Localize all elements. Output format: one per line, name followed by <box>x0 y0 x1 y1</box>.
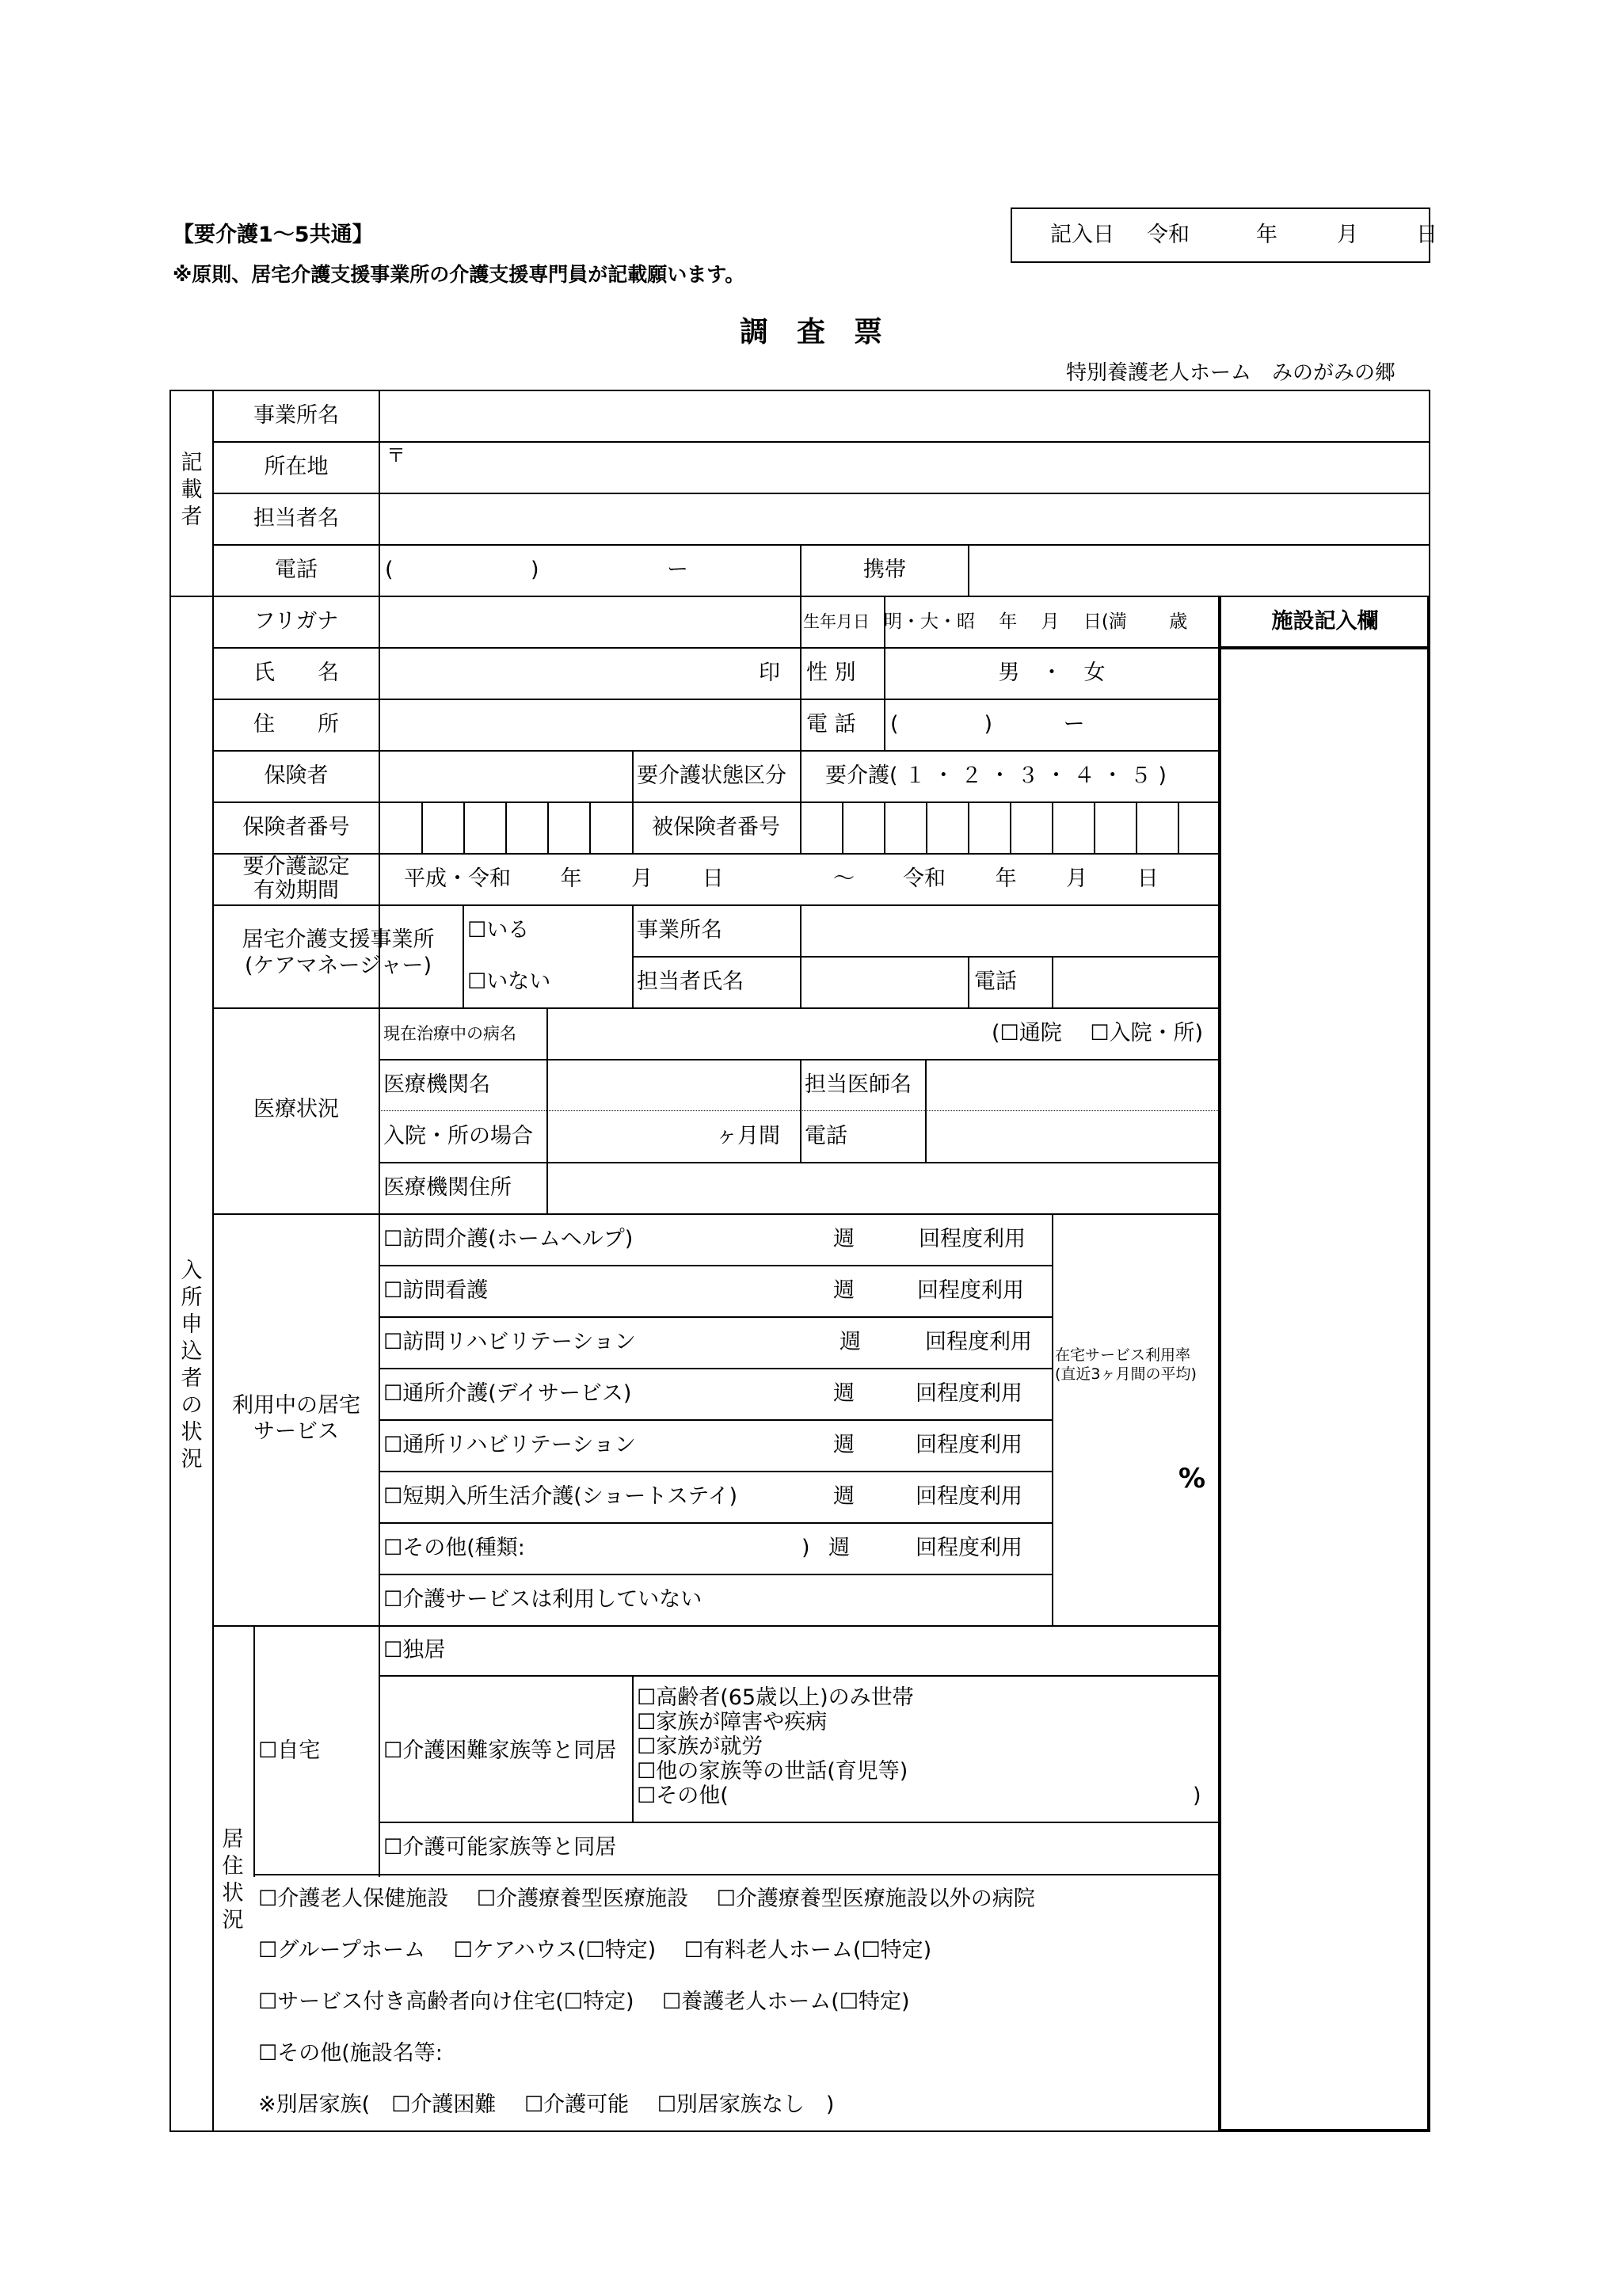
disease-label: 現在治療中の病名 <box>383 1024 516 1043</box>
care-manager-yes-checkbox[interactable]: ☐いる <box>467 918 530 942</box>
separate-family[interactable]: ※別居家族( ☐介護困難 ☐介護可能 ☐別居家族なし ) <box>258 2092 835 2117</box>
times-label: 回程度利用 <box>925 1330 1032 1354</box>
week-label: 週 <box>833 1278 855 1303</box>
residence-section-label: 居住状況 <box>222 1827 244 1932</box>
care-level-label: 要介護状態区分 <box>637 763 786 788</box>
sex-label: 性 別 <box>806 661 856 685</box>
difficult-option[interactable]: ☐高齢者(65歳以上)のみ世帯 <box>637 1685 914 1710</box>
service-item[interactable]: ☐訪問看護 <box>383 1278 489 1303</box>
writer-section-label: 記載者 <box>181 451 203 529</box>
facility-other[interactable]: ☐その他(施設名等: <box>258 2041 443 2066</box>
birth-label: 生年月日 <box>803 612 870 631</box>
writer-address-label: 所在地 <box>264 455 329 479</box>
institution-label: 医療機関名 <box>383 1072 490 1097</box>
difficult-option[interactable]: ☐家族が障害や疾病 <box>637 1710 828 1734</box>
cert-tilde: ～ <box>833 866 855 891</box>
possible-family-checkbox[interactable]: ☐介護可能家族等と同居 <box>383 1835 617 1860</box>
medical-section-label: 医療状況 <box>253 1097 339 1121</box>
times-label: 回程度利用 <box>916 1381 1022 1406</box>
cm-phone-label: 電話 <box>974 969 1017 994</box>
page-title: 調 査 票 <box>739 316 882 348</box>
furigana-label: フリガナ <box>253 609 339 634</box>
facility-column-header: 施設記入欄 <box>1271 609 1379 634</box>
entry-date-year: 年 <box>1256 223 1277 247</box>
seal-mark: 印 <box>759 661 780 685</box>
cm-person-label: 担当者氏名 <box>637 969 744 994</box>
insurer-number-label: 保険者番号 <box>242 815 350 840</box>
service-item[interactable]: ☐訪問介護(ホームヘルプ) <box>383 1227 634 1251</box>
difficult-family-checkbox[interactable]: ☐介護困難家族等と同居 <box>383 1738 617 1763</box>
times-label: 回程度利用 <box>916 1484 1022 1509</box>
home-checkbox[interactable]: ☐自宅 <box>258 1738 321 1763</box>
week-label: 週 <box>833 1227 855 1251</box>
week-label: 週 <box>828 1536 850 1560</box>
entry-date-month: 月 <box>1337 223 1358 247</box>
entry-date-box[interactable] <box>1011 208 1437 263</box>
cert-period-label-2: 有効期間 <box>253 878 339 903</box>
admitted-label: 入院・所の場合 <box>383 1124 533 1148</box>
usage-rate-label-2: (直近3ヶ月間の平均) <box>1055 1365 1197 1383</box>
writer-mobile-field[interactable] <box>969 546 1429 596</box>
writer-phone-paren-open: ( <box>385 558 394 582</box>
care-level-options[interactable]: 要介護( １ ・ ２ ・ ３ ・ ４ ・ ５ ) <box>825 763 1167 788</box>
service-other-close: ) <box>801 1536 810 1560</box>
applicant-phone-value[interactable]: ( ) ー <box>890 712 1085 737</box>
usage-rate-percent: % <box>1178 1463 1206 1494</box>
entry-date-label: 記入日 <box>1050 223 1114 247</box>
entry-date-day: 日 <box>1416 223 1437 247</box>
no-service-checkbox[interactable]: ☐介護サービスは利用していない <box>383 1587 702 1612</box>
times-label: 回程度利用 <box>917 1278 1024 1303</box>
week-label: 週 <box>840 1330 861 1354</box>
service-item[interactable]: ☐短期入所生活介護(ショートステイ) <box>383 1484 738 1509</box>
care-manager-no-checkbox[interactable]: ☐いない <box>467 969 551 994</box>
care-manager-label-1: 居宅介護支援事業所 <box>242 927 435 952</box>
usage-rate-label-1: 在宅サービス利用率 <box>1055 1346 1191 1364</box>
week-label: 週 <box>833 1381 855 1406</box>
applicant-phone-label: 電 話 <box>806 712 856 737</box>
postal-mark: 〒 <box>386 444 406 466</box>
facility-options-2[interactable]: ☐グループホーム ☐ケアハウス(☐特定) ☐有料老人ホーム(☐特定) <box>258 1938 932 1963</box>
times-label: 回程度利用 <box>916 1433 1022 1457</box>
writer-office-label: 事業所名 <box>253 403 339 428</box>
writer-phone-paren-close: ) <box>531 558 539 582</box>
writer-office-field[interactable] <box>380 391 1429 441</box>
doctor-label: 担当医師名 <box>805 1072 912 1097</box>
cert-from[interactable]: 平成・令和 年 月 日 <box>404 866 724 891</box>
cert-period-label-1: 要介護認定 <box>242 855 350 879</box>
services-section-label-1: 利用中の居宅 <box>232 1393 360 1418</box>
service-item[interactable]: ☐通所介護(デイサービス) <box>383 1381 632 1406</box>
week-label: 週 <box>833 1433 855 1457</box>
times-label: 回程度利用 <box>916 1536 1022 1560</box>
writer-phone-label: 電話 <box>275 558 318 582</box>
services-section-label-2: サービス <box>253 1419 339 1444</box>
medical-phone-label: 電話 <box>805 1124 847 1148</box>
birth-value[interactable]: 明・大・昭 年 月 日(満 歳 <box>884 611 1188 632</box>
admitted-months: ヶ月間 <box>716 1124 780 1148</box>
applicant-section-label: 入所申込者の状況 <box>181 1258 203 1472</box>
disease-options[interactable]: (☐通院 ☐入院・所) <box>992 1021 1204 1045</box>
insurer-label: 保険者 <box>264 763 329 788</box>
insured-number-label: 被保険者番号 <box>652 815 780 840</box>
institution-address-label: 医療機関住所 <box>383 1175 512 1200</box>
form-type-tag: 【要介護1～5共通】 <box>173 223 374 247</box>
difficult-option[interactable]: ☐その他( <box>637 1784 729 1808</box>
writer-phone-dash: ー <box>667 558 688 582</box>
service-item[interactable]: ☐その他(種類: <box>383 1536 525 1560</box>
instruction-note: ※原則、居宅介護支援事業所の介護支援専門員が記載願います。 <box>173 263 745 286</box>
alone-checkbox[interactable]: ☐独居 <box>383 1638 446 1662</box>
service-item[interactable]: ☐訪問リハビリテーション <box>383 1330 636 1354</box>
week-label: 週 <box>833 1484 855 1509</box>
writer-person-label: 担当者名 <box>253 506 339 531</box>
service-item[interactable]: ☐通所リハビリテーション <box>383 1433 636 1457</box>
care-manager-label-2: (ケアマネージャー) <box>245 954 432 978</box>
times-label: 回程度利用 <box>919 1227 1026 1251</box>
cert-to[interactable]: 令和 年 月 日 <box>903 866 1159 891</box>
writer-person-field[interactable] <box>380 494 1429 544</box>
sex-options[interactable]: 男 ・ 女 <box>998 661 1106 685</box>
writer-address-field[interactable] <box>380 443 1429 493</box>
difficult-option[interactable]: ☐他の家族等の世話(育児等) <box>637 1759 908 1784</box>
writer-mobile-label: 携帯 <box>863 558 906 582</box>
facility-options-3[interactable]: ☐サービス付き高齢者向け住宅(☐特定) ☐養護老人ホーム(☐特定) <box>258 1989 910 2014</box>
facility-name: 特別養護老人ホーム みのがみの郷 <box>1066 361 1396 385</box>
difficult-other-close: ) <box>1193 1784 1201 1808</box>
facility-options-1[interactable]: ☐介護老人保健施設 ☐介護療養型医療施設 ☐介護療養型医療施設以外の病院 <box>258 1887 1035 1911</box>
name-label: 氏 名 <box>253 661 339 685</box>
difficult-option[interactable]: ☐家族が就労 <box>637 1734 763 1759</box>
address-label: 住 所 <box>253 712 339 737</box>
entry-date-era: 令和 <box>1147 223 1190 247</box>
cm-office-label: 事業所名 <box>637 918 722 942</box>
